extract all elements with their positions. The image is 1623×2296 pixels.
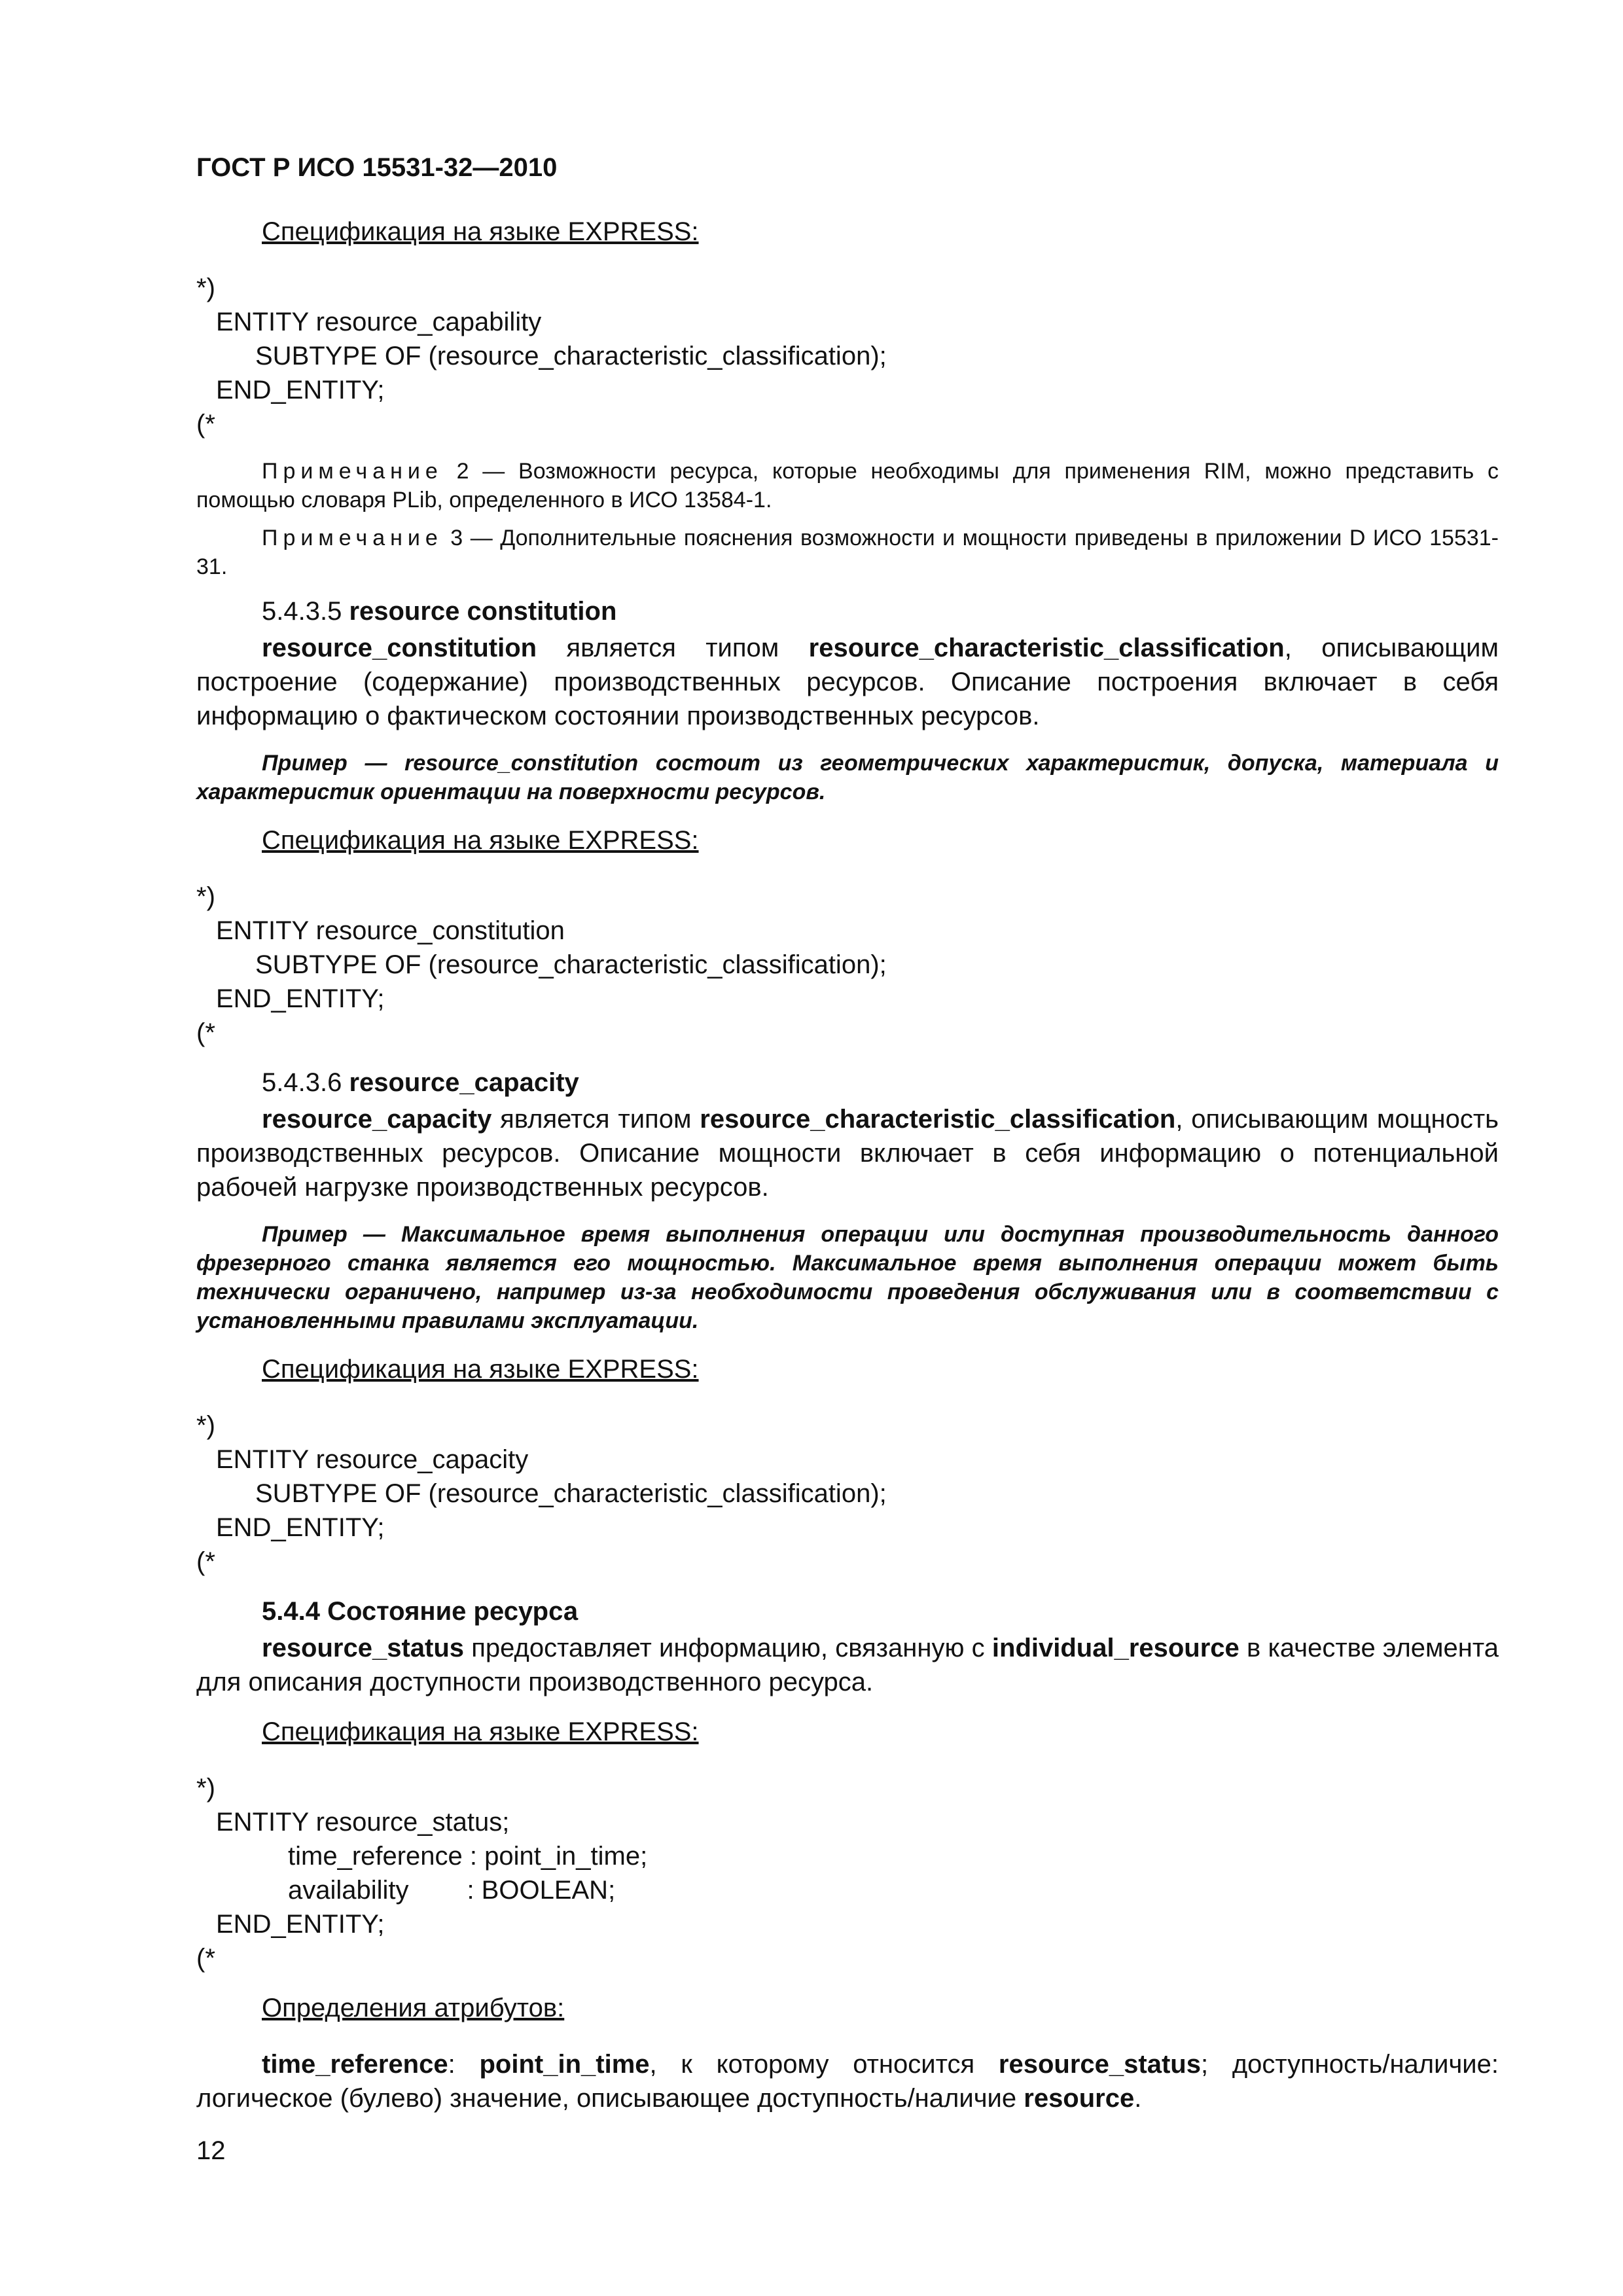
code-attribute: availability : BOOLEAN;	[288, 1876, 616, 1905]
section-heading	[196, 1066, 1499, 1100]
spec-label: Спецификация на языке EXPRESS:	[262, 1355, 699, 1384]
code-close: (*	[196, 410, 215, 439]
note-2	[196, 457, 1499, 514]
code-end: END_ENTITY;	[216, 984, 385, 1013]
note-text: 2 — Возможности ресурса, которые необходимы для применения RIM, можно представить с помощью словаря PLib, определенного в ИСО 13584-1.	[196, 459, 1499, 512]
section-paragraph	[196, 1631, 1499, 1699]
document-page	[196, 131, 1499, 2168]
attr-defs-label: Определения атрибутов:	[262, 1994, 565, 2022]
section-title: resource_capacity	[349, 1068, 579, 1097]
text: предоставляет информацию, связанную с	[464, 1634, 992, 1662]
term: resource_characteristic_classification	[700, 1105, 1176, 1134]
code-subtype: SUBTYPE OF (resource_characteristic_classification);	[255, 342, 887, 370]
code-open: *)	[196, 1774, 215, 1803]
section-paragraph	[196, 1102, 1499, 1204]
express-code-block	[196, 1408, 1499, 1579]
term: time_reference	[262, 2050, 448, 2079]
note-label: Примечание	[262, 526, 443, 550]
term: resource	[1024, 2084, 1135, 2113]
text: , к которому относится	[649, 2050, 999, 2079]
text: , описывающим мощность производственных ресурсов. Описание мощности включает в себя информацию о потенциальной рабочей нагрузке производственных ресурсов.	[196, 1105, 1499, 1202]
term: individual_resource	[991, 1634, 1240, 1662]
express-code-block	[196, 880, 1499, 1050]
text: .	[1134, 2084, 1142, 2113]
section-title: 5.4.4 Состояние ресурса	[262, 1597, 579, 1626]
express-code-block	[196, 271, 1499, 441]
text: является типом	[537, 634, 809, 662]
code-close: (*	[196, 1547, 215, 1576]
term: resource_constitution	[262, 634, 537, 662]
term: resource_characteristic_classification	[808, 634, 1285, 662]
section-number: 5.4.3.5	[262, 597, 349, 626]
code-open: *)	[196, 882, 215, 911]
section-paragraph	[196, 631, 1499, 733]
code-subtype: SUBTYPE OF (resource_characteristic_classification);	[255, 1479, 887, 1508]
note-label: Примечание	[262, 459, 443, 484]
note-3	[196, 524, 1499, 581]
code-open: *)	[196, 1411, 215, 1440]
text: ; доступность/наличие: логическое (булево) значение, описывающее доступность/наличие	[196, 2050, 1499, 2113]
text: , описывающим построение (содержание) производственных ресурсов. Описание построения включает в себя информацию о фактическом состоянии производственных ресурсов.	[196, 634, 1499, 730]
text: является типом	[491, 1105, 700, 1134]
spec-label: Спецификация на языке EXPRESS:	[262, 217, 699, 246]
section-title: resource constitution	[349, 597, 617, 626]
code-entity: ENTITY resource_capability	[216, 308, 542, 336]
term: resource_status	[998, 2050, 1201, 2079]
code-attribute: time_reference : point_in_time;	[288, 1842, 648, 1871]
attr-definition	[196, 2047, 1499, 2115]
example: Пример — Максимальное время выполнения операции или доступная производительность данного фрезерного станка является его мощностью. Максимальное время выполнения операции может быть технически ограничено, например из-за необходимости проведения обслуживания или в соответствии с установленными правилами эксплуатации.	[196, 1222, 1499, 1333]
code-entity: ENTITY resource_constitution	[216, 916, 565, 945]
code-entity: ENTITY resource_status;	[216, 1808, 510, 1837]
text: в качестве элемента для описания доступности производственного ресурса.	[196, 1634, 1499, 1696]
section-number: 5.4.3.6	[262, 1068, 349, 1097]
example: Пример — resource_constitution состоит из геометрических характеристик, допуска, материала и характеристик ориентации на поверхности ресурсов.	[196, 751, 1499, 804]
spec-label: Спецификация на языке EXPRESS:	[262, 826, 699, 855]
section-heading	[196, 594, 1499, 628]
code-end: END_ENTITY;	[216, 1513, 385, 1542]
code-open: *)	[196, 274, 215, 302]
code-end: END_ENTITY;	[216, 1910, 385, 1939]
term: resource_status	[262, 1634, 465, 1662]
code-close: (*	[196, 1018, 215, 1047]
code-close: (*	[196, 1944, 215, 1973]
spec-label: Спецификация на языке EXPRESS:	[262, 1717, 699, 1746]
express-code-block	[196, 1771, 1499, 1975]
section-heading	[196, 1594, 1499, 1628]
document-header: ГОСТ Р ИСО 15531-32—2010	[196, 153, 558, 182]
term: resource_capacity	[262, 1105, 492, 1134]
code-entity: ENTITY resource_capacity	[216, 1445, 529, 1474]
code-subtype: SUBTYPE OF (resource_characteristic_classification);	[255, 950, 887, 979]
note-text: 3 — Дополнительные пояснения возможности и мощности приведены в приложении D ИСО 15531-31.	[196, 526, 1499, 579]
page-number: 12	[196, 2136, 226, 2165]
text: :	[448, 2050, 480, 2079]
code-end: END_ENTITY;	[216, 376, 385, 404]
term: point_in_time	[479, 2050, 650, 2079]
